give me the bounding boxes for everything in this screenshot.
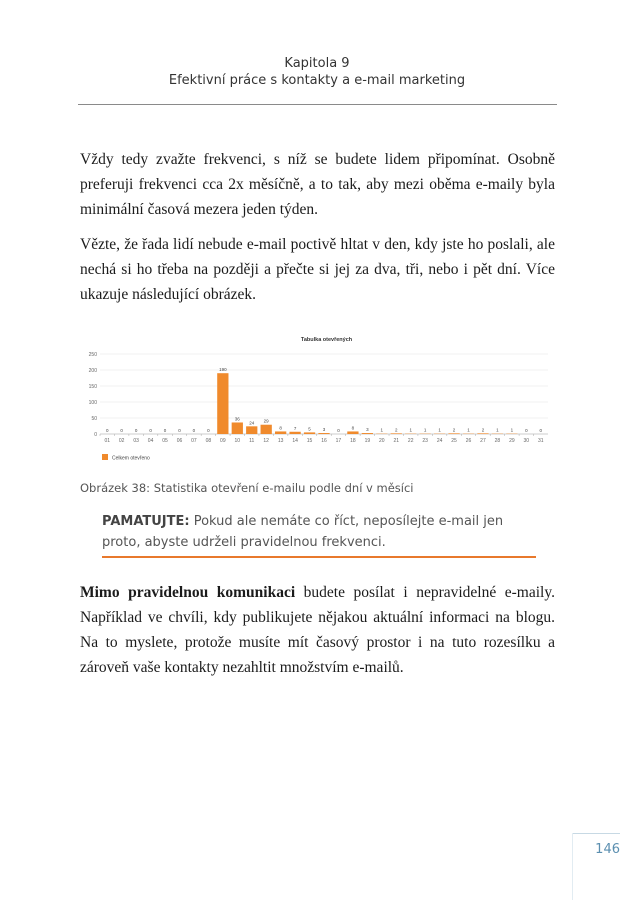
data-label: 2 xyxy=(395,427,398,433)
x-tick-label: 01 xyxy=(104,438,111,444)
y-tick-label: 100 xyxy=(88,400,97,406)
data-label: 0 xyxy=(163,428,167,433)
x-tick-label: 13 xyxy=(277,438,284,444)
x-tick-label: 25 xyxy=(451,438,457,444)
bar xyxy=(362,433,373,434)
page-number: 146 xyxy=(595,842,620,857)
data-label: 8 xyxy=(279,425,282,431)
x-tick-label: 06 xyxy=(176,438,183,444)
data-label: 2 xyxy=(481,427,485,433)
data-label: 0 xyxy=(178,428,181,433)
bar xyxy=(304,432,315,434)
x-tick-label: 10 xyxy=(234,438,241,444)
chapter-title: Efektivní práce s kontakty a e-mail marketing xyxy=(168,73,466,88)
x-tick-label: 11 xyxy=(249,438,255,444)
data-label: 8 xyxy=(351,425,355,431)
x-tick-label: 08 xyxy=(205,438,212,444)
x-tick-label: 14 xyxy=(292,438,298,444)
x-tick-label: 03 xyxy=(133,438,139,444)
y-tick-label: 0 xyxy=(94,432,97,438)
bar xyxy=(448,433,459,434)
x-tick-label: 23 xyxy=(422,438,428,444)
bar xyxy=(289,432,300,434)
x-tick-label: 20 xyxy=(379,438,385,444)
open-rate-chart xyxy=(78,330,555,470)
data-label: 0 xyxy=(525,428,528,433)
page-number-vline xyxy=(572,833,573,900)
x-tick-label: 15 xyxy=(306,438,313,444)
note-divider xyxy=(102,556,536,558)
data-label: 24 xyxy=(249,420,255,426)
y-tick-label: 150 xyxy=(88,384,97,390)
x-tick-label: 27 xyxy=(480,438,486,444)
data-label: 1 xyxy=(510,427,514,433)
data-label: 36 xyxy=(234,416,240,422)
data-label: 2 xyxy=(452,427,456,433)
x-tick-label: 05 xyxy=(162,438,168,444)
data-label: 0 xyxy=(192,428,196,433)
data-label: 0 xyxy=(207,428,210,433)
data-label: 1 xyxy=(423,427,427,433)
x-tick-label: 30 xyxy=(523,438,530,444)
bar xyxy=(261,425,272,434)
x-tick-label: 22 xyxy=(407,438,414,444)
note-label: PAMATUJTE: xyxy=(102,514,190,529)
x-tick-label: 07 xyxy=(191,438,197,444)
x-tick-label: 31 xyxy=(537,438,544,444)
data-label: 1 xyxy=(380,427,384,433)
y-tick-label: 50 xyxy=(91,416,97,422)
bar xyxy=(347,431,358,434)
data-label: 0 xyxy=(149,428,152,433)
data-label: 190 xyxy=(219,367,227,373)
legend-label: Celkem otevřeno xyxy=(112,455,150,462)
data-label: 0 xyxy=(337,428,340,433)
data-label: 1 xyxy=(438,427,441,433)
remember-note xyxy=(102,511,534,553)
data-label: 3 xyxy=(322,427,326,433)
x-tick-label: 17 xyxy=(335,438,342,444)
bar xyxy=(275,431,286,434)
x-tick-label: 02 xyxy=(118,438,125,444)
x-tick-label: 18 xyxy=(350,438,356,444)
x-tick-label: 16 xyxy=(321,438,327,444)
data-label: 1 xyxy=(467,427,470,433)
paragraph-irregular-bold: Mimo pravidelnou komunikaci xyxy=(80,584,296,601)
paragraph-frequency: Vždy tedy zvažte frekvenci, s níž se budete lidem připomínat. Osobně preferuji frekvenci cca 2x měsíčně, a to tak, aby mezi oběma e-maily byla minimální časová mezera jeden týden. xyxy=(80,151,555,218)
paragraph-reading-delay: Vězte, že řada lidí nebude e-mail poctivě hltat v den, kdy jste ho poslali, ale nechá si ho třeba na později a přečte si jej za dva, tři, nebo i pět dní. Více ukazuje následující obrázek. xyxy=(80,236,555,303)
paragraph-irregular xyxy=(80,580,555,680)
data-label: 7 xyxy=(293,425,297,431)
x-tick-label: 24 xyxy=(436,438,443,444)
chart-svg xyxy=(78,330,555,470)
chart-title: Tabulka otevřených xyxy=(300,337,353,343)
paragraph-irregular-rest: budete posílat i nepravidelné e-maily. Například ve chvíli, kdy publikujete nějakou aktuální informaci na blogu. Na to myslete, protože musíte mít časový prostor i na tuto rozesílku a zároveň vaše kontakty nezahltit množstvím e-mailů. xyxy=(80,584,555,676)
bar xyxy=(477,433,488,434)
bar xyxy=(391,433,402,434)
y-tick-label: 250 xyxy=(88,352,97,358)
data-label: 1 xyxy=(409,427,412,433)
header-divider xyxy=(78,104,557,105)
page-number-rule xyxy=(572,833,620,834)
y-tick-label: 200 xyxy=(88,368,97,374)
x-tick-label: 04 xyxy=(147,438,154,444)
data-label: 1 xyxy=(496,427,499,433)
data-label: 0 xyxy=(120,428,123,433)
figure-caption: Obrázek 38: Statistika otevření e-mailu podle dní v měsíci xyxy=(80,481,414,495)
x-tick-label: 21 xyxy=(393,438,400,444)
x-tick-label: 19 xyxy=(364,438,371,444)
data-label: 0 xyxy=(105,428,109,433)
chapter-label: Kapitola 9 xyxy=(284,56,350,71)
data-label: 0 xyxy=(539,428,543,433)
bar xyxy=(246,426,257,434)
running-header xyxy=(0,55,634,89)
bar xyxy=(217,373,228,434)
bar xyxy=(318,433,329,434)
x-tick-label: 09 xyxy=(220,438,226,444)
x-tick-label: 26 xyxy=(465,438,472,444)
x-tick-label: 29 xyxy=(509,438,515,444)
x-tick-label: 12 xyxy=(263,438,269,444)
x-tick-label: 28 xyxy=(494,438,501,444)
data-label: 0 xyxy=(134,428,138,433)
legend-swatch xyxy=(102,454,108,460)
data-label: 29 xyxy=(263,418,269,424)
data-label: 5 xyxy=(308,426,311,432)
data-label: 3 xyxy=(366,427,369,433)
note-text: Pokud ale nemáte co říct, neposílejte e-mail jen proto, abyste udrželi pravidelnou frekvenci. xyxy=(102,514,504,550)
bar xyxy=(232,422,243,434)
